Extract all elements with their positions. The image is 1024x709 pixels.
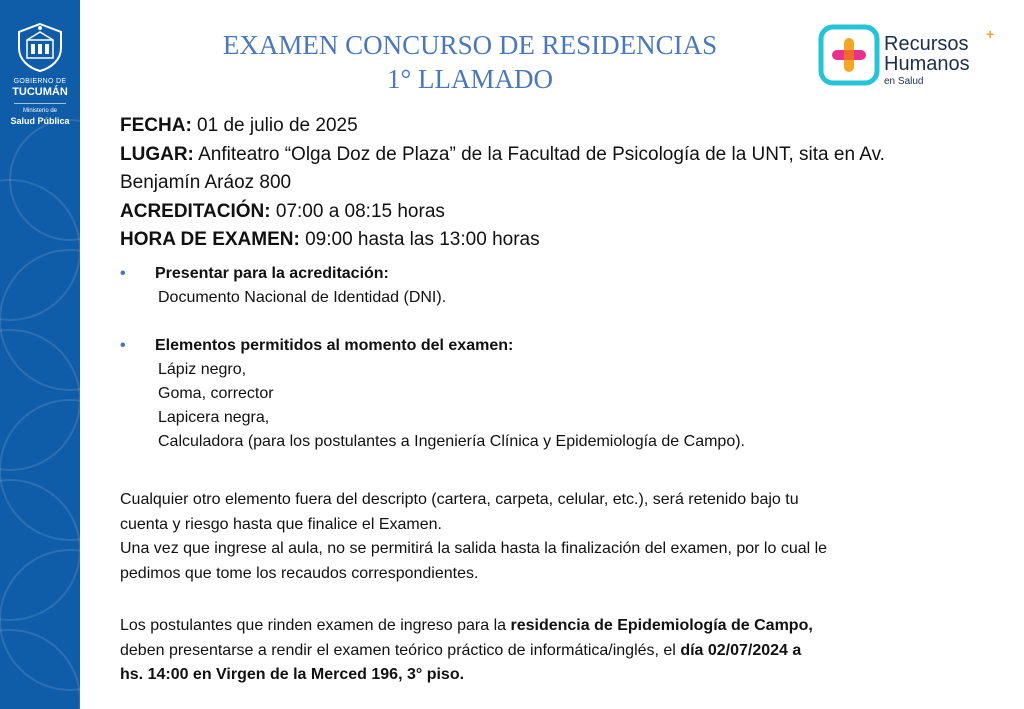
epidemiologia-notice	[120, 614, 1000, 688]
notice-bold: día 02/07/2024 a	[680, 641, 802, 659]
lugar-value-1: Anfiteatro “Olga Doz de Plaza” de la Facultad de Psicología de la UNT, sita en Av.	[193, 143, 885, 165]
bullet-heading-text: Presentar para la acreditación:	[155, 265, 389, 282]
bullet-list	[120, 262, 1000, 454]
notice-line-1	[120, 614, 1000, 639]
bullet-item: Documento Nacional de Identidad (DNI).	[158, 289, 447, 306]
fecha-label: FECHA:	[120, 115, 192, 136]
lugar-value-2: Benjamín Aráoz 800	[120, 172, 292, 193]
bullet-item: Lápiz negro,	[158, 361, 247, 378]
gov-label-line3: Ministerio de	[22, 108, 57, 114]
title-line2: 1° LLAMADO	[386, 64, 554, 94]
gov-label-line4: Salud Pública	[10, 116, 70, 126]
acreditacion-value: 07:00 a 08:15 horas	[270, 200, 445, 222]
logo-text-line1: Recursos	[884, 33, 969, 55]
paragraph-line: Una vez que ingrese al aula, no se permitirá la salida hasta la finalización del examen, por lo cual le	[120, 540, 828, 557]
lugar-row	[120, 141, 1000, 170]
fecha-row	[120, 112, 1000, 141]
notice-line-2	[120, 639, 1000, 664]
paragraph-line: pedimos que tome los recaudos correspondientes.	[120, 564, 479, 582]
bullet-heading-acreditacion	[120, 262, 1000, 286]
notice-bold: hs. 14:00 en Virgen de la Merced 196, 3° piso.	[120, 666, 465, 683]
title-line1: EXAMEN CONCURSO DE RESIDENCIAS	[222, 30, 718, 60]
bullet-item: Goma, corrector	[158, 385, 274, 402]
notice-text: deben presentarse a rendir el examen teórico práctico de informática/inglés, el	[120, 641, 681, 659]
exam-info	[120, 112, 1000, 255]
paragraph-line: Cualquier otro elemento fuera del descripto (cartera, carpeta, celular, etc.), será retenido bajo tu	[120, 491, 799, 508]
notice-text: Los postulantes que rinden examen de ingreso para la	[120, 617, 511, 634]
logo-text-line2: Humanos	[884, 53, 970, 75]
gov-label-line2: TUCUMÁN	[12, 86, 68, 98]
sidebar-pattern	[0, 0, 80, 709]
hora-row	[120, 226, 1000, 255]
bullet-heading-elementos	[120, 334, 1000, 358]
gov-label-line1: GOBIERNO DE	[13, 78, 67, 85]
lugar-row-2	[120, 169, 1000, 198]
bullet-item: Calculadora (para los postulantes a Ingeniería Clínica y Epidemiología de Campo).	[158, 433, 745, 450]
government-seal-icon	[17, 22, 63, 72]
paragraph-line: cuenta y riesgo hasta que finalice el Examen.	[120, 515, 442, 533]
gov-separator	[14, 103, 66, 104]
acreditacion-row	[120, 198, 1000, 227]
logo-plus-icon: +	[986, 26, 995, 42]
bullet-dot-icon: •	[120, 337, 126, 354]
page-title	[150, 28, 790, 96]
hora-value: 09:00 hasta las 13:00 horas	[299, 229, 540, 250]
bullet-item: Lapicera negra,	[158, 409, 270, 426]
lugar-label: LUGAR:	[120, 143, 194, 165]
hora-label: HORA DE EXAMEN:	[120, 229, 300, 250]
bullet-dot-icon: •	[120, 265, 126, 282]
logo-text-line3: en Salud	[884, 76, 924, 87]
acreditacion-label: ACREDITACIÓN:	[120, 200, 271, 222]
plus-cross-logo-icon	[818, 24, 880, 86]
recursos-humanos-logo	[818, 22, 1008, 92]
warning-paragraph	[120, 488, 1000, 586]
bullet-heading-text: Elementos permitidos al momento del examen:	[155, 337, 514, 354]
fecha-value: 01 de julio de 2025	[191, 115, 358, 136]
notice-bold: residencia de Epidemiología de Campo,	[510, 617, 813, 634]
sidebar	[0, 0, 80, 709]
notice-line-3	[120, 663, 1000, 688]
